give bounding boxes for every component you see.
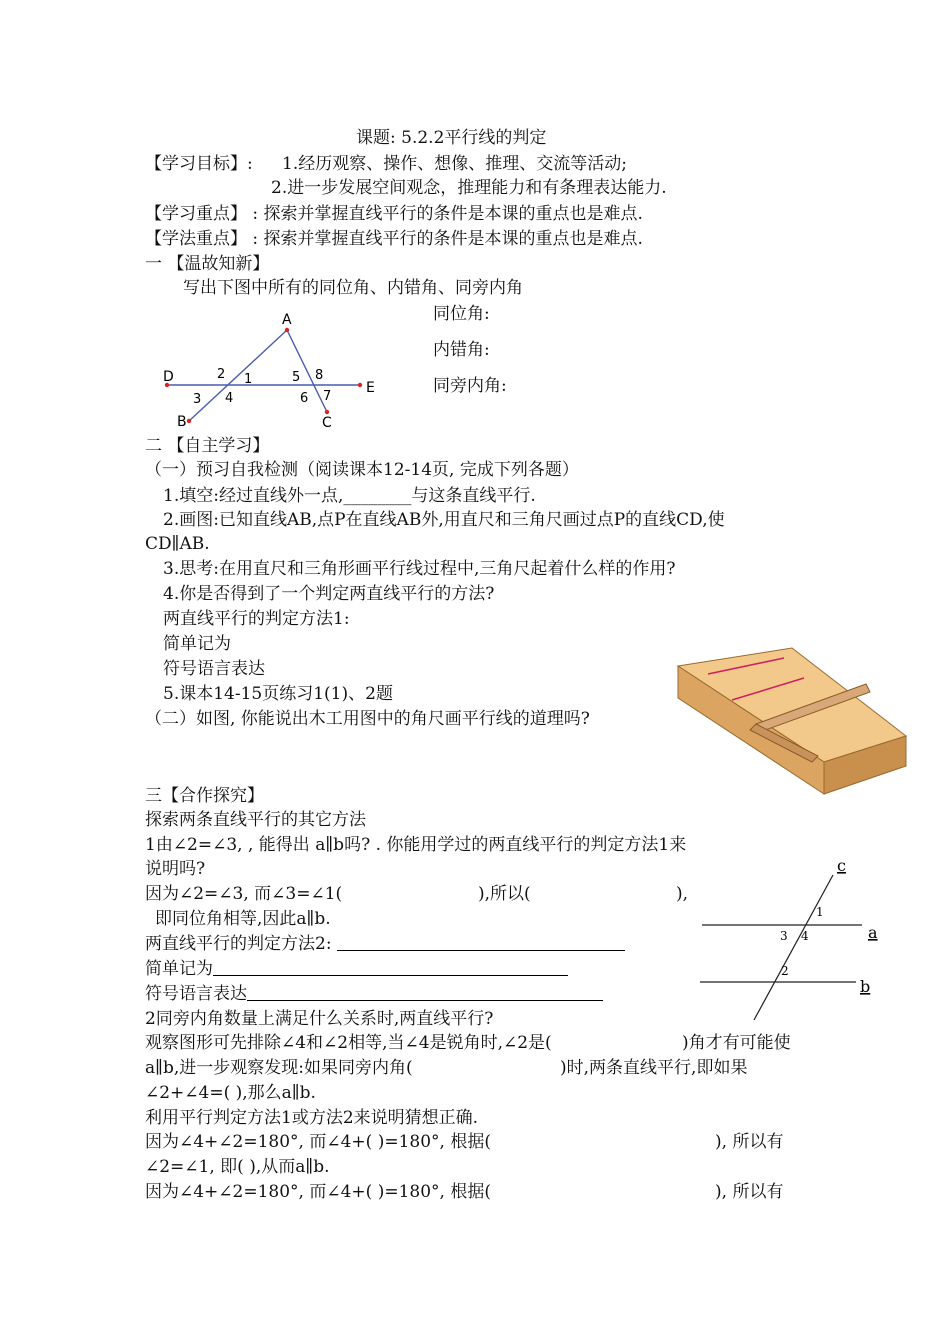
objective-1: 1.经历观察、操作、想像、推理、交流等活动;: [282, 154, 627, 174]
angle-2: 2: [217, 367, 226, 382]
question-5: 5.课本14-15页练习1(1)、2题: [163, 684, 393, 704]
angle-3: 3: [193, 392, 202, 407]
wood-block-figure: [672, 638, 912, 798]
method-2-short-blank[interactable]: [213, 959, 568, 976]
answer-co-interior: 同旁内角:: [433, 376, 507, 396]
para-2e-1: 因为∠4+∠2=180°, 而∠4+( )=180°, 根据(: [145, 1132, 491, 1152]
part-1-heading: （一）预习自我检测（阅读课本12-14页, 完成下列各题）: [145, 460, 579, 480]
para-1f: 即同位角相等,因此a∥b.: [155, 909, 331, 929]
question-3: 3.思考:在用直尺和三角形画平行线过程中,三角尺起着什么样的作用?: [163, 559, 676, 579]
para-1e: ),: [676, 884, 689, 904]
question-4: 4.你是否得到了一个判定两直线平行的方法?: [163, 584, 495, 604]
method-point: 【学法重点】 : 探索并掌握直线平行的条件是本课的重点也是难点.: [145, 229, 643, 249]
angle-7: 7: [323, 389, 332, 404]
part-2-heading: （二）如图, 你能说出木工用图中的角尺画平行线的道理吗?: [145, 709, 590, 729]
para-2b-1: a∥b,进一步观察发现:如果同旁内角(: [145, 1058, 413, 1078]
method-1: 两直线平行的判定方法1:: [163, 609, 350, 629]
label-D: D: [163, 369, 174, 385]
angle-label-1: 1: [816, 905, 824, 919]
method-2-symbol-label: 符号语言表达: [145, 984, 247, 1004]
section-2-heading: 二 【自主学习】: [145, 436, 270, 456]
answer-alternate: 内错角:: [433, 340, 490, 360]
para-2a-1: 观察图形可先排除∠4和∠2相等,当∠4是锐角时,∠2是(: [145, 1033, 552, 1053]
method-2-short: [145, 958, 568, 980]
question-2: 2.画图:已知直线AB,点P在直线AB外,用直尺和三角尺画过点P的直线CD,使: [163, 510, 725, 530]
method-2-short-label: 简单记为: [145, 959, 213, 979]
method-2-label: 两直线平行的判定方法2:: [145, 934, 332, 954]
para-2: 2同旁内角数量上满足什么关系时,两直线平行?: [145, 1009, 494, 1029]
label-c: c: [837, 856, 846, 875]
angle-8: 8: [315, 368, 324, 383]
para-1b: 说明吗?: [145, 859, 206, 879]
question-1: 1.填空:经过直线外一点,________与这条直线平行.: [163, 486, 536, 506]
para-2d: 利用平行判定方法1或方法2来说明猜想正确.: [145, 1108, 479, 1128]
para-1a: 1由∠2=∠3, , 能得出 a∥b吗? . 你能用学过的两直线平行的判定方法1来: [145, 835, 687, 855]
objective-2: 2.进一步发展空间观念，推理能力和有条理表达能力.: [271, 178, 667, 198]
label-b: b: [860, 977, 871, 996]
answer-corresponding: 同位角:: [433, 304, 490, 324]
question-2-cont: CD∥AB.: [145, 534, 210, 554]
method-2: [145, 933, 625, 955]
angle-1: 1: [244, 372, 253, 387]
method-2-symbol-blank[interactable]: [247, 984, 603, 1001]
label-E: E: [366, 380, 375, 396]
objectives-label: 【学习目标】:: [145, 154, 253, 174]
method-2-symbol: [145, 983, 603, 1005]
angle-4: 4: [225, 391, 234, 406]
para-2c: ∠2+∠4=( ),那么a∥b.: [145, 1083, 316, 1103]
section-1-heading: 一 【温故知新】: [145, 254, 270, 274]
angle-5: 5: [292, 370, 301, 385]
para-2g-2: ), 所以有: [715, 1182, 784, 1202]
section-3-sub: 探索两条直线平行的其它方法: [145, 810, 366, 830]
angle-label-2: 2: [781, 964, 789, 978]
angle-6: 6: [300, 391, 309, 406]
para-2g-1: 因为∠4+∠2=180°, 而∠4+( )=180°, 根据(: [145, 1182, 491, 1202]
method-1-symbol: 符号语言表达: [163, 659, 265, 679]
page-title: 课题: 5.2.2平行线的判定: [356, 128, 547, 148]
angle-label-3: 3: [780, 929, 788, 943]
para-2f: ∠2=∠1, 即( ),从而a∥b.: [145, 1157, 330, 1177]
para-2b-2: )时,两条直线平行,即如果: [560, 1058, 748, 1078]
angle-figure: [155, 308, 395, 433]
para-1c: 因为∠2=∠3, 而∠3=∠1(: [145, 884, 343, 904]
parallel-lines-figure: [690, 850, 890, 1030]
label-B: B: [177, 414, 187, 430]
key-point: 【学习重点】 : 探索并掌握直线平行的条件是本课的重点也是难点.: [145, 204, 643, 224]
label-a: a: [868, 923, 878, 942]
label-A: A: [282, 312, 292, 328]
para-1d: ),所以(: [478, 884, 531, 904]
method-1-short: 简单记为: [163, 634, 231, 654]
section-1-prompt: 写出下图中所有的同位角、内错角、同旁内角: [183, 278, 523, 298]
para-2a-2: )角才有可能使: [682, 1033, 791, 1053]
label-C: C: [322, 415, 332, 431]
method-2-blank[interactable]: [337, 934, 625, 951]
angle-label-4: 4: [801, 929, 809, 943]
para-2e-2: ), 所以有: [715, 1132, 784, 1152]
section-3-heading: 三【合作探究】: [145, 786, 264, 806]
